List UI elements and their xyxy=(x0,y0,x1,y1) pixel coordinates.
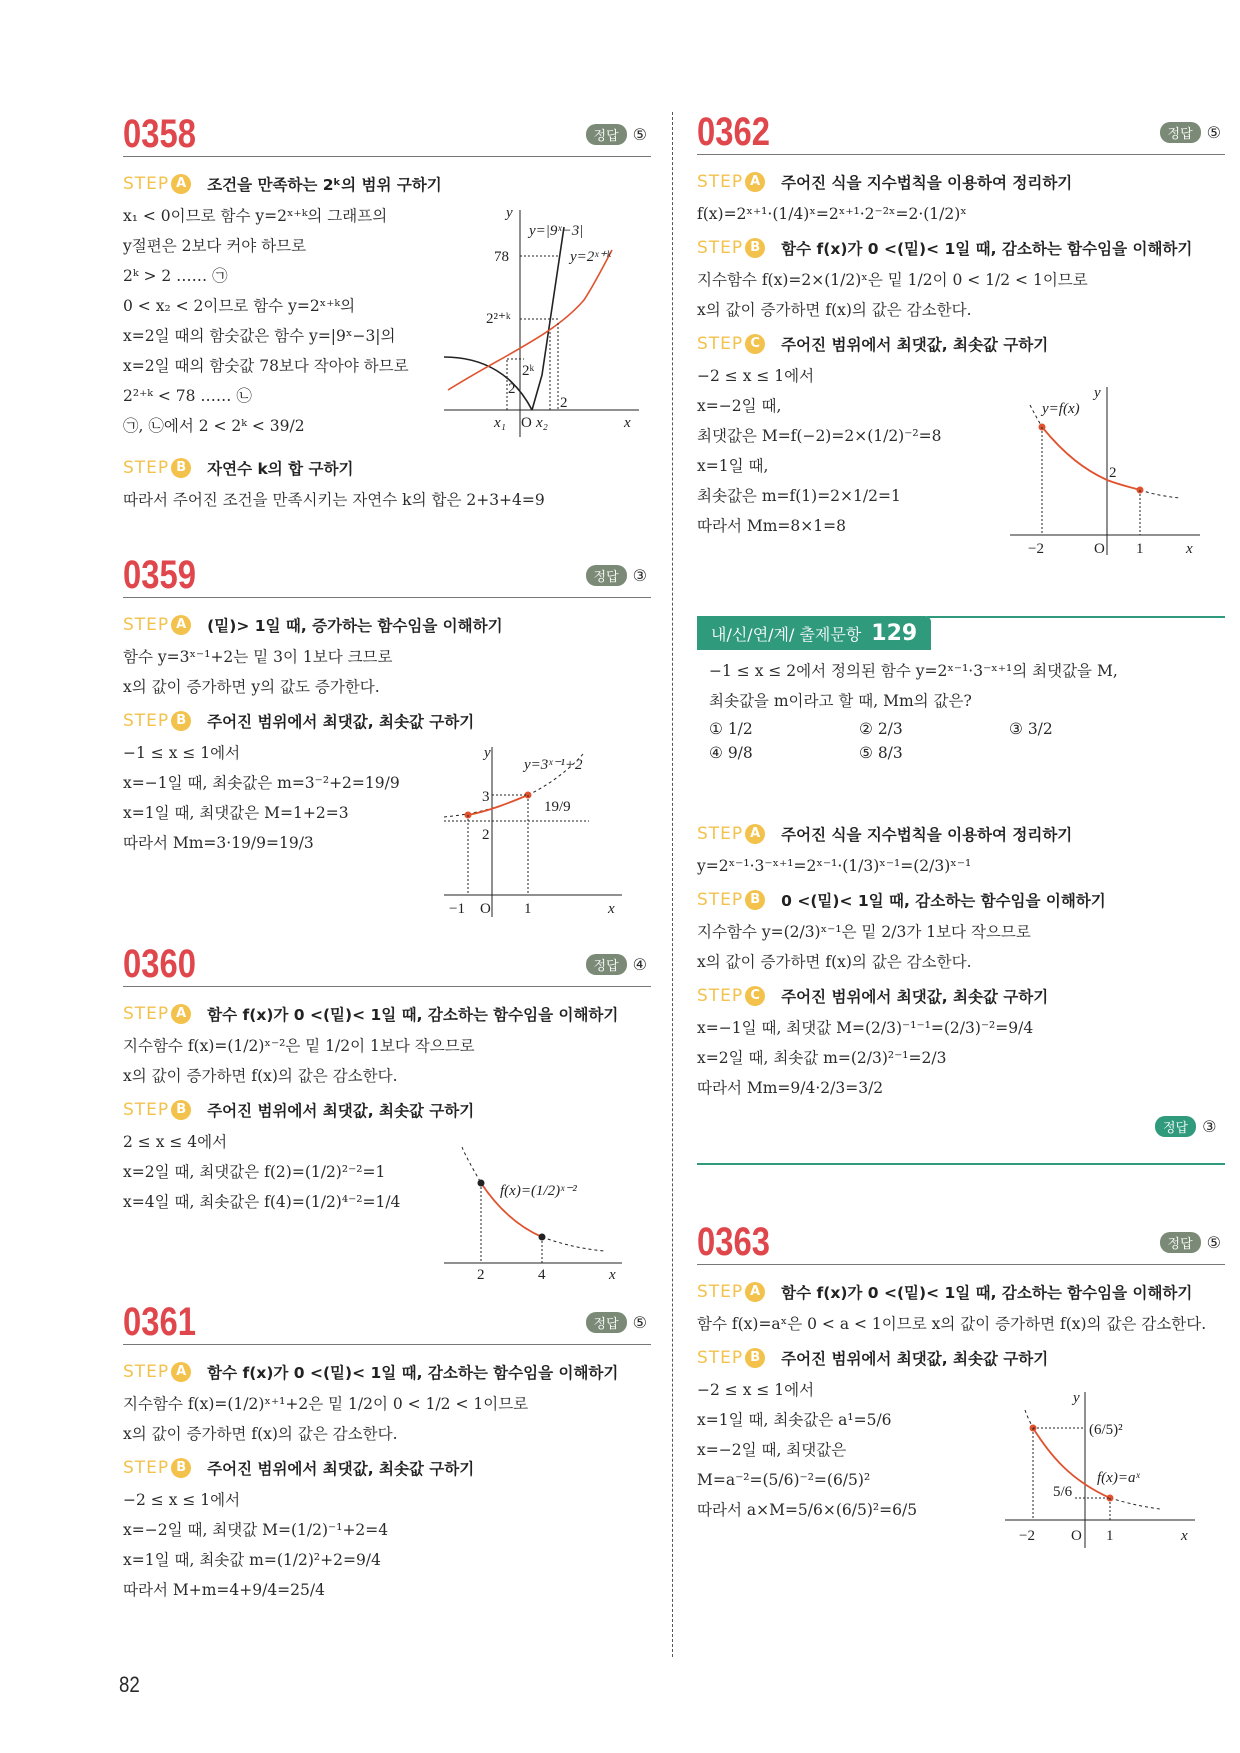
solution-line: x₁ < 0이므로 함수 y=2ˣ⁺ᵏ의 그래프의 xyxy=(123,207,388,225)
graph-0363 xyxy=(1005,1390,1200,1550)
answer-badge: 정답 xyxy=(586,1312,627,1333)
step-header-a xyxy=(123,997,651,1031)
section-rule xyxy=(123,156,651,157)
label-1: 1 xyxy=(524,901,532,917)
solution-line: 함수 y=3ˣ⁻¹+2는 밑 3이 1보다 크므로 xyxy=(123,648,393,666)
solution-line: M=a⁻²=(5/6)⁻²=(6/5)² xyxy=(697,1471,871,1489)
solution-line: 지수함수 y=(2/3)ˣ⁻¹은 밑 2/3가 1보다 작으므로 xyxy=(697,923,1031,941)
step-header-b xyxy=(697,883,1225,917)
solution-line: x=2일 때, 최솟값 m=(2/3)²⁻¹=2/3 xyxy=(697,1049,947,1067)
answer-badge: 정답 xyxy=(586,124,627,145)
step-letter-icon: A xyxy=(745,824,765,844)
step-letter-icon: A xyxy=(171,1362,191,1382)
solution-line: 지수함수 f(x)=2×(1/2)ˣ은 밑 1/2이 0 < 1/2 < 1이므로 xyxy=(697,271,1088,289)
step-header-a xyxy=(697,165,1225,199)
solution-line: −2 ≤ x ≤ 1에서 xyxy=(697,1381,815,1399)
solution-line: 따라서 Mm=9/4·2/3=3/2 xyxy=(697,1079,884,1097)
solution-line: −2 ≤ x ≤ 1에서 xyxy=(697,367,815,385)
solution-line: 2ᵏ > 2 …… ㉠ xyxy=(123,267,228,285)
solution-line: x의 값이 증가하면 f(x)의 값은 감소한다. xyxy=(697,301,972,319)
step-letter-icon: B xyxy=(171,1100,191,1120)
step-header-c xyxy=(697,979,1225,1013)
linked-problem-129 xyxy=(697,616,1225,804)
answer-badge: 정답 xyxy=(1160,1232,1201,1253)
label-1: 1 xyxy=(1106,1528,1114,1544)
curve-label: f(x)=aˣ xyxy=(1097,1470,1140,1486)
x-axis-label: x xyxy=(624,415,631,431)
section-header xyxy=(697,1220,1225,1264)
answer-badge: 정답 xyxy=(586,565,627,586)
step-word: STEP xyxy=(697,238,744,258)
step-title: 주어진 식을 지수법칙을 이용하여 정리하기 xyxy=(781,174,1073,192)
solution-line: x=2일 때의 함숫값 78보다 작아야 하므로 xyxy=(123,357,409,375)
step-word: STEP xyxy=(123,615,170,635)
step-letter-icon: A xyxy=(171,615,191,635)
answer-129 xyxy=(1155,1116,1216,1137)
step-letter-icon: A xyxy=(745,1282,765,1302)
step-title: 함수 f(x)가 0 <(밑)< 1일 때, 감소하는 함수임을 이해하기 xyxy=(207,1006,619,1024)
question-line: −1 ≤ x ≤ 2에서 정의된 함수 y=2ˣ⁻¹·3⁻ˣ⁺¹의 최댓값을 M, xyxy=(709,662,1118,680)
step-word: STEP xyxy=(697,172,744,192)
solution-line: y절편은 2보다 커야 하므로 xyxy=(123,237,307,255)
step-letter-icon: C xyxy=(745,334,765,354)
solution-line: ㉠, ㉡에서 2 < 2ᵏ < 39/2 xyxy=(123,417,305,435)
label-1: 1 xyxy=(1136,541,1144,557)
solution-line: x=1일 때, 최솟값 m=(1/2)²+2=9/4 xyxy=(123,1551,381,1569)
step-title: 조건을 만족하는 2ᵏ의 범위 구하기 xyxy=(207,176,442,194)
step-title: 주어진 범위에서 최댓값, 최솟값 구하기 xyxy=(207,713,475,731)
solution-line: x=−2일 때, 최댓값은 xyxy=(697,1441,847,1459)
y-axis-label: y xyxy=(484,745,491,761)
problem-number: 0363 xyxy=(697,1220,770,1264)
column-divider xyxy=(672,112,673,1657)
solution-line: 0 < x₂ < 2이므로 함수 y=2ˣ⁺ᵏ의 xyxy=(123,297,356,315)
curve-label: f(x)=(1/2)ˣ⁻² xyxy=(500,1183,577,1199)
step-letter-icon: B xyxy=(745,1348,765,1368)
tag-label: 내/신/연/계/ 출제문항 xyxy=(711,624,862,644)
step-title: (밑)> 1일 때, 증가하는 함수임을 이해하기 xyxy=(207,617,503,635)
choice-5: ⑤ 8/3 xyxy=(859,744,903,762)
section-rule xyxy=(697,1163,1225,1165)
label-minus1: −1 xyxy=(449,901,465,917)
label-x2: x₂ xyxy=(536,415,548,431)
label-2-2k: 2²⁺ᵏ xyxy=(486,311,511,327)
solution-line: x=−2일 때, xyxy=(697,397,782,415)
solution-line: 지수함수 f(x)=(1/2)ˣ⁺¹+2은 밑 1/2이 0 < 1/2 < 1이므로 xyxy=(123,1395,529,1413)
curve-3x xyxy=(468,795,528,815)
solution-line: 따라서 a×M=5/6×(6/5)²=6/5 xyxy=(697,1501,918,1519)
question-line: 최솟값을 m이라고 할 때, Mm의 값은? xyxy=(709,692,972,710)
step-word: STEP xyxy=(697,1282,744,1302)
solution-0361 xyxy=(123,1300,651,1605)
answer-value: ⑤ xyxy=(632,125,647,144)
step-word: STEP xyxy=(123,1004,170,1024)
choice-3: ③ 3/2 xyxy=(1009,720,1053,738)
step-title: 함수 f(x)가 0 <(밑)< 1일 때, 감소하는 함수임을 이해하기 xyxy=(207,1364,619,1382)
origin-label: O xyxy=(480,901,491,917)
step-header-b xyxy=(697,1341,1225,1375)
label-3: 3 xyxy=(482,789,490,805)
step-title: 주어진 범위에서 최댓값, 최솟값 구하기 xyxy=(207,1460,475,1478)
step-header-b xyxy=(123,1093,651,1127)
section-header xyxy=(697,110,1225,154)
solution-line: 따라서 주어진 조건을 만족시키는 자연수 k의 합은 2+3+4=9 xyxy=(123,491,545,509)
answer xyxy=(1160,1232,1221,1253)
step-word: STEP xyxy=(697,1348,744,1368)
step-header-b xyxy=(697,231,1225,265)
origin-label: O xyxy=(1094,541,1105,557)
solution-line: x의 값이 증가하면 f(x)의 값은 감소한다. xyxy=(123,1425,398,1443)
section-rule xyxy=(123,1344,651,1345)
solution-line: x=2일 때의 함숫값은 함수 y=|9ˣ−3|의 xyxy=(123,327,396,345)
solution-line: y=2ˣ⁻¹·3⁻ˣ⁺¹=2ˣ⁻¹·(1/3)ˣ⁻¹=(2/3)ˣ⁻¹ xyxy=(697,857,972,875)
solution-line: x=−1일 때, 최댓값 M=(2/3)⁻¹⁻¹=(2/3)⁻²=9/4 xyxy=(697,1019,1034,1037)
solution-line: x의 값이 증가하면 f(x)의 값은 감소한다. xyxy=(697,953,972,971)
answer-value: ③ xyxy=(632,566,647,585)
answer xyxy=(1160,122,1221,143)
section-rule xyxy=(123,986,651,987)
answer-badge: 정답 xyxy=(586,954,627,975)
solution-line: x의 값이 증가하면 y의 값도 증가한다. xyxy=(123,678,380,696)
problem-number: 0359 xyxy=(123,553,196,597)
step-header-a xyxy=(123,167,651,201)
label-2b: 2 xyxy=(560,395,568,411)
section-header xyxy=(123,942,651,986)
step-title: 함수 f(x)가 0 <(밑)< 1일 때, 감소하는 함수임을 이해하기 xyxy=(781,1284,1193,1302)
step-title: 주어진 식을 지수법칙을 이용하여 정리하기 xyxy=(781,826,1073,844)
step-letter-icon: A xyxy=(171,1004,191,1024)
problem-number: 0358 xyxy=(123,112,196,156)
x-axis-label: x xyxy=(609,1267,616,1280)
step-word: STEP xyxy=(123,1458,170,1478)
solution-line: 최댓값은 M=f(−2)=2×(1/2)⁻²=8 xyxy=(697,427,942,445)
label-minus2: −2 xyxy=(1019,1528,1035,1544)
label-max: (6/5)² xyxy=(1089,1422,1123,1438)
solution-line: x=1일 때, 최솟값은 a¹=5/6 xyxy=(697,1411,892,1429)
step-header-a xyxy=(697,817,1225,851)
solution-line: x=−1일 때, 최솟값은 m=3⁻²+2=19/9 xyxy=(123,774,400,792)
answer-value: ④ xyxy=(632,955,647,974)
problem-number: 0361 xyxy=(123,1300,196,1344)
origin-label: O xyxy=(1071,1528,1082,1544)
section-header xyxy=(123,112,651,156)
graph-0358 xyxy=(444,205,644,440)
solution-line: x=4일 때, 최솟값은 f(4)=(1/2)⁴⁻²=1/4 xyxy=(123,1193,401,1211)
label-78: 78 xyxy=(494,249,509,265)
label-2: 2 xyxy=(1109,465,1117,481)
linked-problem-tag xyxy=(697,616,931,650)
step-header-c xyxy=(697,327,1225,361)
problem-number: 0362 xyxy=(697,110,770,154)
label-2: 2 xyxy=(482,827,490,843)
step-header-b xyxy=(123,704,651,738)
solution-line: 따라서 Mm=3·19/9=19/3 xyxy=(123,834,314,852)
step-letter-icon: B xyxy=(745,890,765,910)
label-4: 4 xyxy=(538,1267,546,1280)
step-letter-icon: B xyxy=(171,458,191,478)
x-axis-label: x xyxy=(608,901,615,917)
x-axis-label: x xyxy=(1181,1528,1188,1544)
answer-value: ③ xyxy=(1202,1117,1217,1136)
step-letter-icon: A xyxy=(745,172,765,192)
choice-2: ② 2/3 xyxy=(859,720,903,738)
step-letter-icon: A xyxy=(171,174,191,194)
step-header-b xyxy=(123,1451,651,1485)
curve-label-abs: y=|9ˣ−3| xyxy=(529,223,584,239)
step-title: 주어진 범위에서 최댓값, 최솟값 구하기 xyxy=(781,336,1049,354)
tag-rule xyxy=(927,616,1225,618)
step-letter-icon: B xyxy=(171,711,191,731)
step-header-b xyxy=(123,451,651,485)
problem-number: 0360 xyxy=(123,942,196,986)
step-title: 주어진 범위에서 최댓값, 최솟값 구하기 xyxy=(781,988,1049,1006)
graph-0362 xyxy=(1010,385,1205,557)
answer xyxy=(586,124,647,145)
curve-label: y=f(x) xyxy=(1042,401,1080,417)
step-title: 함수 f(x)가 0 <(밑)< 1일 때, 감소하는 함수임을 이해하기 xyxy=(781,240,1193,258)
y-axis-label: y xyxy=(1073,1390,1080,1406)
label-19-9: 19/9 xyxy=(544,799,571,815)
solution-line: −1 ≤ x ≤ 1에서 xyxy=(123,744,241,762)
question xyxy=(709,656,1118,716)
curve-f xyxy=(1042,427,1140,490)
solution-129 xyxy=(697,815,1225,1103)
solution-line: x=1일 때, xyxy=(697,457,769,475)
tag-number: 129 xyxy=(871,620,918,646)
section-rule xyxy=(123,597,651,598)
answer xyxy=(586,1312,647,1333)
solution-line: x=2일 때, 최댓값은 f(2)=(1/2)²⁻²=1 xyxy=(123,1163,386,1181)
x-axis-label: x xyxy=(1186,541,1193,557)
curve-label-2xk: y=2ˣ⁺ᵏ xyxy=(570,249,611,265)
step-word: STEP xyxy=(123,1362,170,1382)
solution-line: f(x)=2ˣ⁺¹·(1/4)ˣ=2ˣ⁺¹·2⁻²ˣ=2·(1/2)ˣ xyxy=(697,205,967,223)
answer-value: ⑤ xyxy=(632,1313,647,1332)
section-rule xyxy=(697,154,1225,155)
label-x1: x₁ xyxy=(494,415,506,431)
curve-label: y=3ˣ⁻¹+2 xyxy=(524,757,583,773)
step-letter-icon: C xyxy=(745,986,765,1006)
solution-line: 2²⁺ᵏ < 78 …… ㉡ xyxy=(123,387,252,405)
answer-badge: 정답 xyxy=(1155,1116,1196,1137)
y-axis-label: y xyxy=(1094,385,1101,401)
step-header-a xyxy=(697,1275,1225,1309)
step-title: 0 <(밑)< 1일 때, 감소하는 함수임을 이해하기 xyxy=(781,892,1106,910)
solution-line: x의 값이 증가하면 f(x)의 값은 감소한다. xyxy=(123,1067,398,1085)
solution-line: 2 ≤ x ≤ 4에서 xyxy=(123,1133,228,1151)
choice-1: ① 1/2 xyxy=(709,720,753,738)
step-title: 자연수 k의 합 구하기 xyxy=(207,460,354,478)
solution-line: 지수함수 f(x)=(1/2)ˣ⁻²은 밑 1/2이 1보다 작으므로 xyxy=(123,1037,475,1055)
step-word: STEP xyxy=(697,986,744,1006)
page-number: 82 xyxy=(119,1672,140,1697)
choice-4: ④ 9/8 xyxy=(709,744,753,762)
step-header-a xyxy=(123,608,651,642)
solution-line: x=−2일 때, 최댓값 M=(1/2)⁻¹+2=4 xyxy=(123,1521,389,1539)
step-title: 주어진 범위에서 최댓값, 최솟값 구하기 xyxy=(781,1350,1049,1368)
step-word: STEP xyxy=(123,174,170,194)
solution-line: 따라서 M+m=4+9/4=25/4 xyxy=(123,1581,325,1599)
solution-line: x=1일 때, 최댓값은 M=1+2=3 xyxy=(123,804,349,822)
solution-line: 최솟값은 m=f(1)=2×1/2=1 xyxy=(697,487,901,505)
label-minus2: −2 xyxy=(1028,541,1044,557)
step-word: STEP xyxy=(123,458,170,478)
label-2: 2 xyxy=(477,1267,485,1280)
solution-line: 따라서 Mm=8×1=8 xyxy=(697,517,846,535)
step-word: STEP xyxy=(697,334,744,354)
origin-label: O xyxy=(521,415,532,431)
section-header xyxy=(123,1300,651,1344)
answer-value: ⑤ xyxy=(1206,123,1221,142)
answer xyxy=(586,565,647,586)
label-2k: 2ᵏ xyxy=(522,363,535,379)
graph-0359 xyxy=(444,745,629,920)
section-rule xyxy=(697,1264,1225,1265)
step-header-a xyxy=(123,1355,651,1389)
step-letter-icon: B xyxy=(171,1458,191,1478)
step-title: 주어진 범위에서 최댓값, 최솟값 구하기 xyxy=(207,1102,475,1120)
solution-line: −2 ≤ x ≤ 1에서 xyxy=(123,1491,241,1509)
y-axis-label: y xyxy=(506,205,513,221)
answer xyxy=(586,954,647,975)
label-min: 5/6 xyxy=(1053,1484,1073,1500)
answer-badge: 정답 xyxy=(1160,122,1201,143)
step-letter-icon: B xyxy=(745,238,765,258)
solution-line: 함수 f(x)=aˣ은 0 < a < 1이므로 x의 값이 증가하면 f(x)의 값은 감소한다. xyxy=(697,1315,1207,1333)
step-word: STEP xyxy=(123,711,170,731)
step-word: STEP xyxy=(697,890,744,910)
choices xyxy=(709,720,1209,762)
step-word: STEP xyxy=(123,1100,170,1120)
step-word: STEP xyxy=(697,824,744,844)
section-header xyxy=(123,553,651,597)
graph-0360 xyxy=(444,1145,629,1280)
answer-value: ⑤ xyxy=(1206,1233,1221,1252)
label-2a: 2 xyxy=(508,381,516,397)
